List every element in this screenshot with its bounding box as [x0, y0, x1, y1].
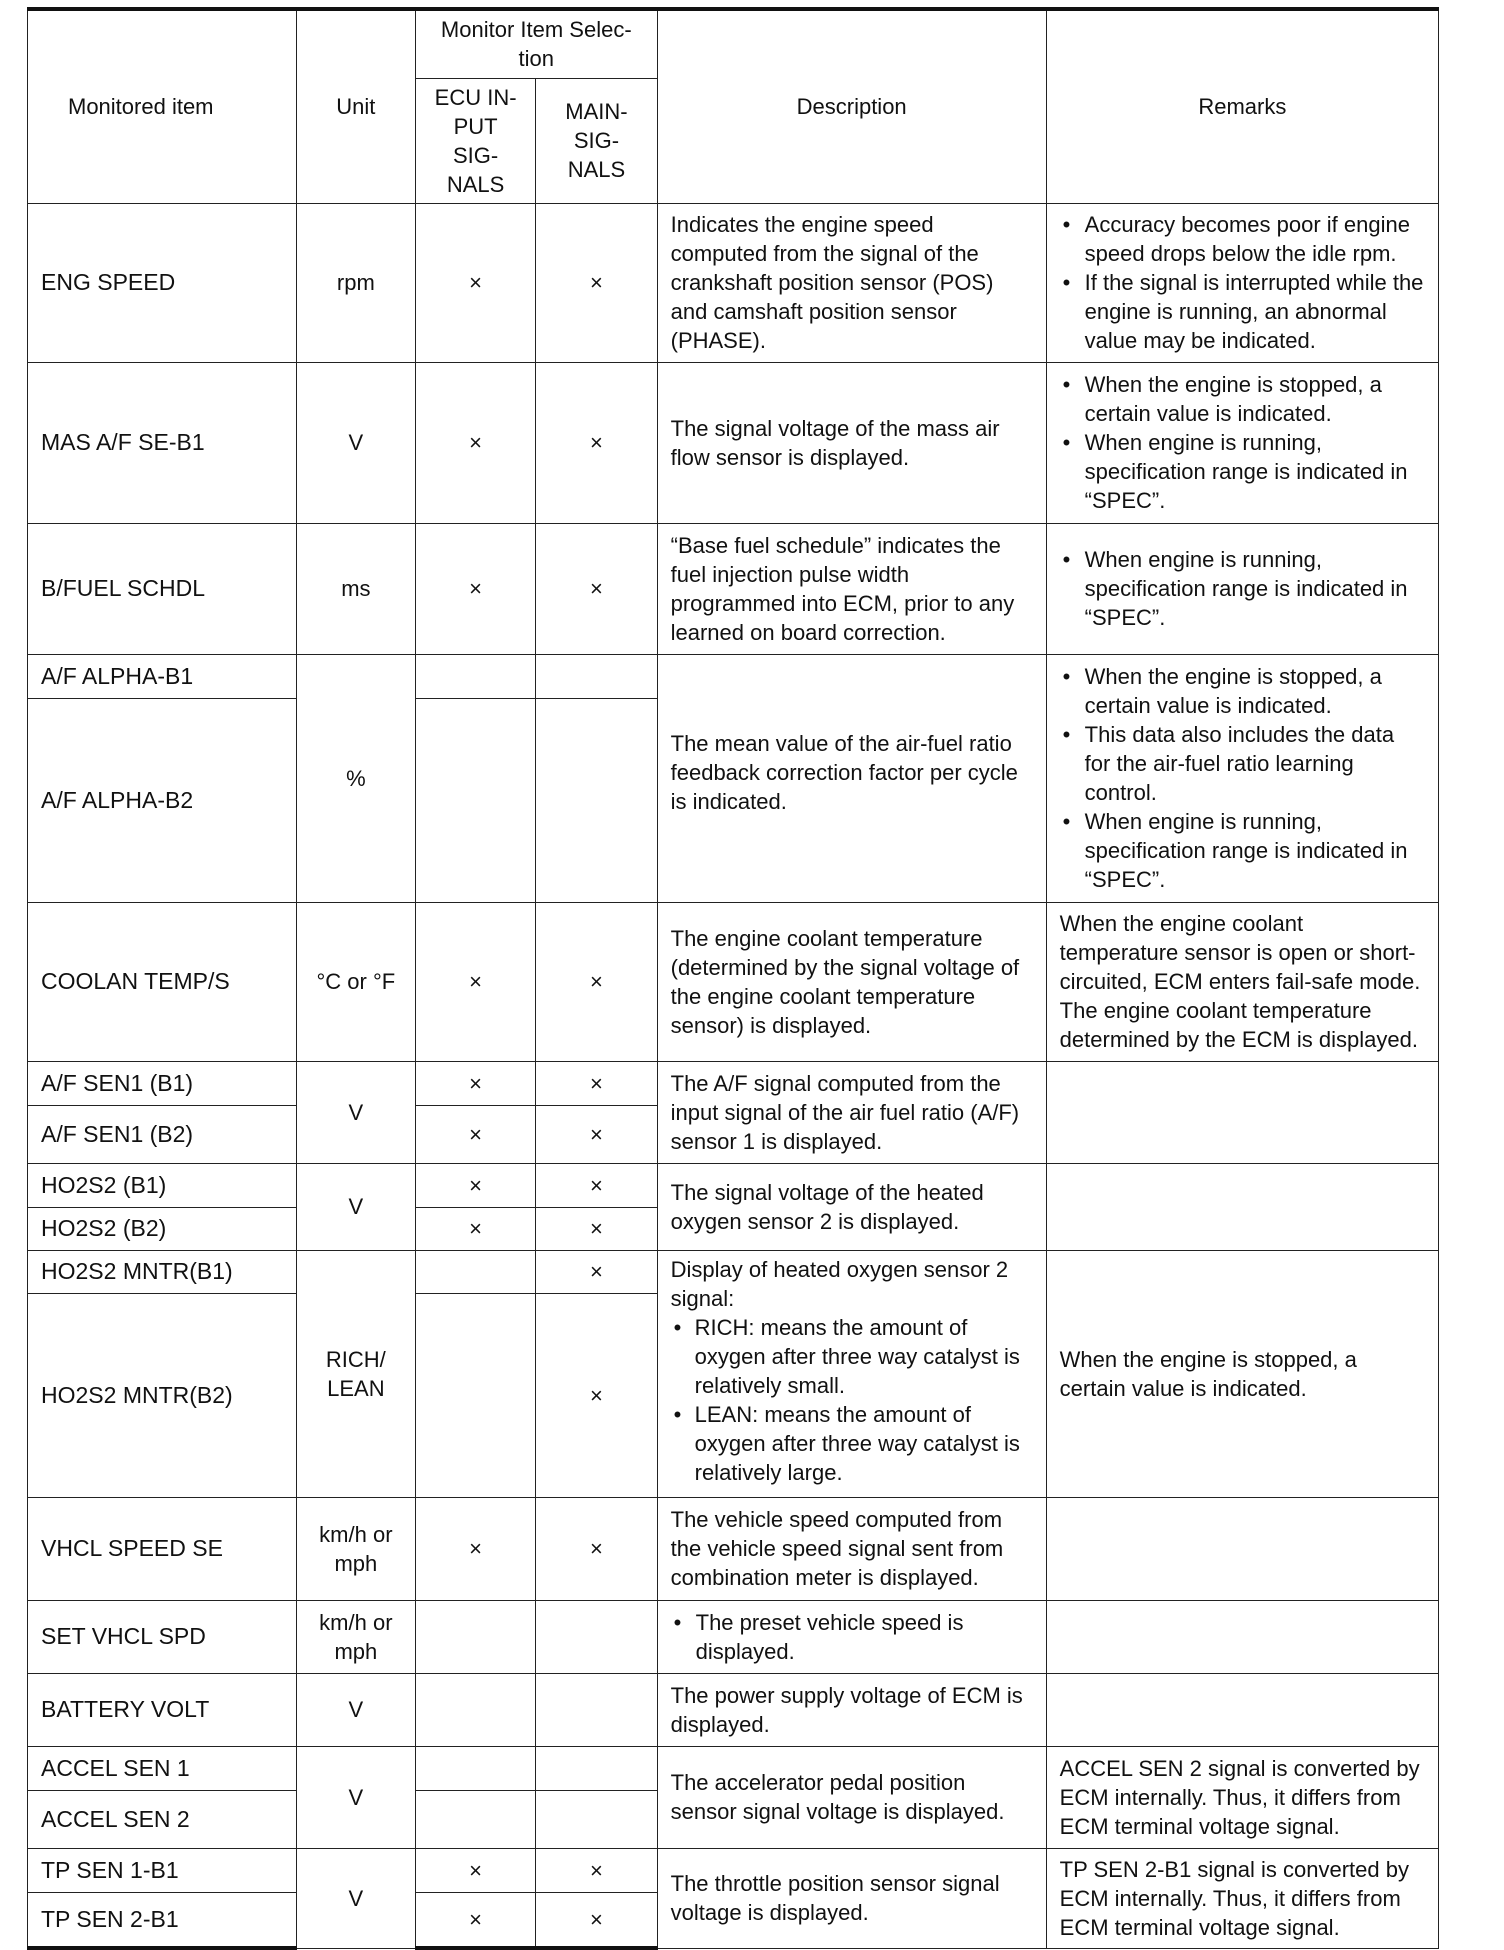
description: The signal voltage of the heated oxygen sensor 2 is displayed. [657, 1163, 1046, 1250]
description-intro: Display of heated oxygen sensor 2 signal: [670, 1256, 1009, 1311]
monitored-item: B/FUEL SCHDL [28, 523, 297, 654]
remarks [1046, 523, 1438, 654]
ecu-input-mark: × [415, 203, 535, 362]
description: The engine coolant temperature (determined by the signal voltage of the engine coolant temperature sensor) is displayed. [657, 902, 1046, 1061]
unit: V [296, 1673, 415, 1746]
table-row [28, 1163, 1439, 1207]
remarks: TP SEN 2-B1 signal is converted by ECM internally. Thus, it differs from ECM terminal voltage signal. [1046, 1848, 1438, 1948]
remark-item: • Accuracy becomes poor if engine speed drops below the idle rpm. [1060, 210, 1425, 268]
monitored-item: ACCEL SEN 1 [28, 1746, 297, 1790]
ecu-input-mark: × [415, 1061, 535, 1105]
monitored-item: HO2S2 (B2) [28, 1207, 297, 1250]
remarks [1046, 1163, 1438, 1250]
remarks [1046, 362, 1438, 523]
unit: ms [296, 523, 415, 654]
description: The accelerator pedal position sensor signal voltage is displayed. [657, 1746, 1046, 1848]
monitored-item: A/F ALPHA-B1 [28, 654, 297, 698]
main-signal-mark: × [536, 1105, 657, 1163]
description-item: • The preset vehicle speed is displayed. [671, 1608, 1033, 1666]
description: The A/F signal computed from the input signal of the air fuel ratio (A/F) sensor 1 is displayed. [657, 1061, 1046, 1163]
remarks: When the engine is stopped, a certain value is indicated. [1046, 1250, 1438, 1497]
ecu-input-mark [415, 1250, 535, 1293]
ecu-input-mark: × [415, 1163, 535, 1207]
header-monitored-item: Monitored item [28, 9, 297, 203]
table-row [28, 523, 1439, 654]
description: The mean value of the air-fuel ratio feedback correction factor per cycle is indicated. [657, 654, 1046, 902]
ecu-input-mark: × [415, 902, 535, 1061]
main-signal-mark: × [536, 1293, 657, 1497]
ecu-input-mark [415, 654, 535, 698]
header-description: Description [657, 9, 1046, 203]
description: Indicates the engine speed computed from the signal of the crankshaft position sensor (POS) and camshaft position sensor (PHASE). [657, 203, 1046, 362]
ecu-input-mark: × [415, 362, 535, 523]
description: The power supply voltage of ECM is displayed. [657, 1673, 1046, 1746]
table-row [28, 654, 1439, 698]
monitored-item: MAS A/F SE-B1 [28, 362, 297, 523]
header-monitor-item-selection: Monitor Item Selec-tion [415, 9, 657, 78]
unit: V [296, 1848, 415, 1948]
ecu-input-mark: × [415, 523, 535, 654]
ecu-input-mark: × [415, 1105, 535, 1163]
unit: RICH/ LEAN [296, 1250, 415, 1497]
unit: V [296, 1746, 415, 1848]
main-signal-mark: × [536, 1250, 657, 1293]
monitored-item: HO2S2 (B1) [28, 1163, 297, 1207]
main-signal-mark [536, 1790, 657, 1848]
remark-item: • When engine is running, specification range is indicated in “SPEC”. [1060, 545, 1425, 632]
main-signal-mark: × [536, 1207, 657, 1250]
monitor-item-table [27, 7, 1439, 1950]
monitored-item: ENG SPEED [28, 203, 297, 362]
main-signal-mark: × [536, 362, 657, 523]
remarks [1046, 654, 1438, 902]
monitored-item: VHCL SPEED SE [28, 1497, 297, 1600]
main-signal-mark: × [536, 523, 657, 654]
main-signal-mark: × [536, 1163, 657, 1207]
main-signal-mark: × [536, 1848, 657, 1892]
remarks [1046, 1600, 1438, 1673]
ecu-input-mark: × [415, 1892, 535, 1948]
table-row [28, 1746, 1439, 1790]
ecu-input-mark [415, 1673, 535, 1746]
main-signal-mark [536, 1600, 657, 1673]
table-row [28, 1673, 1439, 1746]
monitored-item: ACCEL SEN 2 [28, 1790, 297, 1848]
unit: °C or °F [296, 902, 415, 1061]
ecu-input-mark [415, 1746, 535, 1790]
table-row [28, 362, 1439, 523]
description: “Base fuel schedule” indicates the fuel injection pulse width programmed into ECM, prior to any learned on board correction. [657, 523, 1046, 654]
monitored-item: A/F SEN1 (B1) [28, 1061, 297, 1105]
unit: rpm [296, 203, 415, 362]
ecu-input-mark: × [415, 1207, 535, 1250]
unit: V [296, 1163, 415, 1250]
table-row [28, 1600, 1439, 1673]
table-row [28, 1848, 1439, 1892]
main-signal-mark [536, 1746, 657, 1790]
monitor-item-sheet [27, 7, 1439, 1950]
main-signal-mark: × [536, 1061, 657, 1105]
description-item: • RICH: means the amount of oxygen after three way catalyst is relatively small. [671, 1313, 1033, 1400]
remarks [1046, 1061, 1438, 1163]
description: The throttle position sensor signal voltage is displayed. [657, 1848, 1046, 1948]
monitored-item: SET VHCL SPD [28, 1600, 297, 1673]
monitored-item: HO2S2 MNTR(B1) [28, 1250, 297, 1293]
description [657, 1600, 1046, 1673]
table-row [28, 203, 1439, 362]
ecu-input-mark: × [415, 1848, 535, 1892]
remark-item: • When the engine is stopped, a certain value is indicated. [1060, 370, 1425, 428]
remark-item: • If the signal is interrupted while the engine is running, an abnormal value may be indicated. [1060, 268, 1425, 355]
unit: V [296, 362, 415, 523]
main-signal-mark: × [536, 1892, 657, 1948]
main-signal-mark: × [536, 203, 657, 362]
ecu-input-mark [415, 1600, 535, 1673]
unit: km/h or mph [296, 1600, 415, 1673]
main-signal-mark [536, 698, 657, 902]
main-signal-mark [536, 1673, 657, 1746]
monitored-item: HO2S2 MNTR(B2) [28, 1293, 297, 1497]
table-row [28, 1250, 1439, 1293]
monitored-item: A/F ALPHA-B2 [28, 698, 297, 902]
header-unit: Unit [296, 9, 415, 203]
ecu-input-mark [415, 1293, 535, 1497]
description: The signal voltage of the mass air flow sensor is displayed. [657, 362, 1046, 523]
table-row [28, 1497, 1439, 1600]
remarks [1046, 1497, 1438, 1600]
main-signal-mark: × [536, 1497, 657, 1600]
unit: km/h or mph [296, 1497, 415, 1600]
description-item: • LEAN: means the amount of oxygen after three way catalyst is relatively large. [671, 1400, 1033, 1487]
monitored-item: BATTERY VOLT [28, 1673, 297, 1746]
remark-item: • When the engine is stopped, a certain value is indicated. [1060, 662, 1425, 720]
monitored-item: TP SEN 2-B1 [28, 1892, 297, 1948]
unit: V [296, 1061, 415, 1163]
remarks: When the engine coolant temperature sensor is open or short-circuited, ECM enters fail-safe mode. The engine coolant temperature determined by the ECM is displayed. [1046, 902, 1438, 1061]
ecu-input-mark [415, 1790, 535, 1848]
monitored-item: A/F SEN1 (B2) [28, 1105, 297, 1163]
remarks [1046, 1673, 1438, 1746]
main-signal-mark: × [536, 902, 657, 1061]
main-signal-mark [536, 654, 657, 698]
unit: % [296, 654, 415, 902]
remark-item: • This data also includes the data for the air-fuel ratio learning control. [1060, 720, 1425, 807]
ecu-input-mark [415, 698, 535, 902]
remark-item: • When engine is running, specification range is indicated in “SPEC”. [1060, 428, 1425, 515]
monitored-item: COOLAN TEMP/S [28, 902, 297, 1061]
header-ecu-input-signals: ECU IN-PUT SIG-NALS [415, 78, 535, 203]
description: The vehicle speed computed from the vehicle speed signal sent from combination meter is displayed. [657, 1497, 1046, 1600]
remark-item: • When engine is running, specification range is indicated in “SPEC”. [1060, 807, 1425, 894]
monitored-item: TP SEN 1-B1 [28, 1848, 297, 1892]
header-remarks: Remarks [1046, 9, 1438, 203]
remarks [1046, 203, 1438, 362]
table-row [28, 1061, 1439, 1105]
table-row [28, 902, 1439, 1061]
ecu-input-mark: × [415, 1497, 535, 1600]
header-main-signals: MAIN-SIG-NALS [536, 78, 657, 203]
remarks: ACCEL SEN 2 signal is converted by ECM internally. Thus, it differs from ECM terminal voltage signal. [1046, 1746, 1438, 1848]
description [657, 1250, 1046, 1497]
